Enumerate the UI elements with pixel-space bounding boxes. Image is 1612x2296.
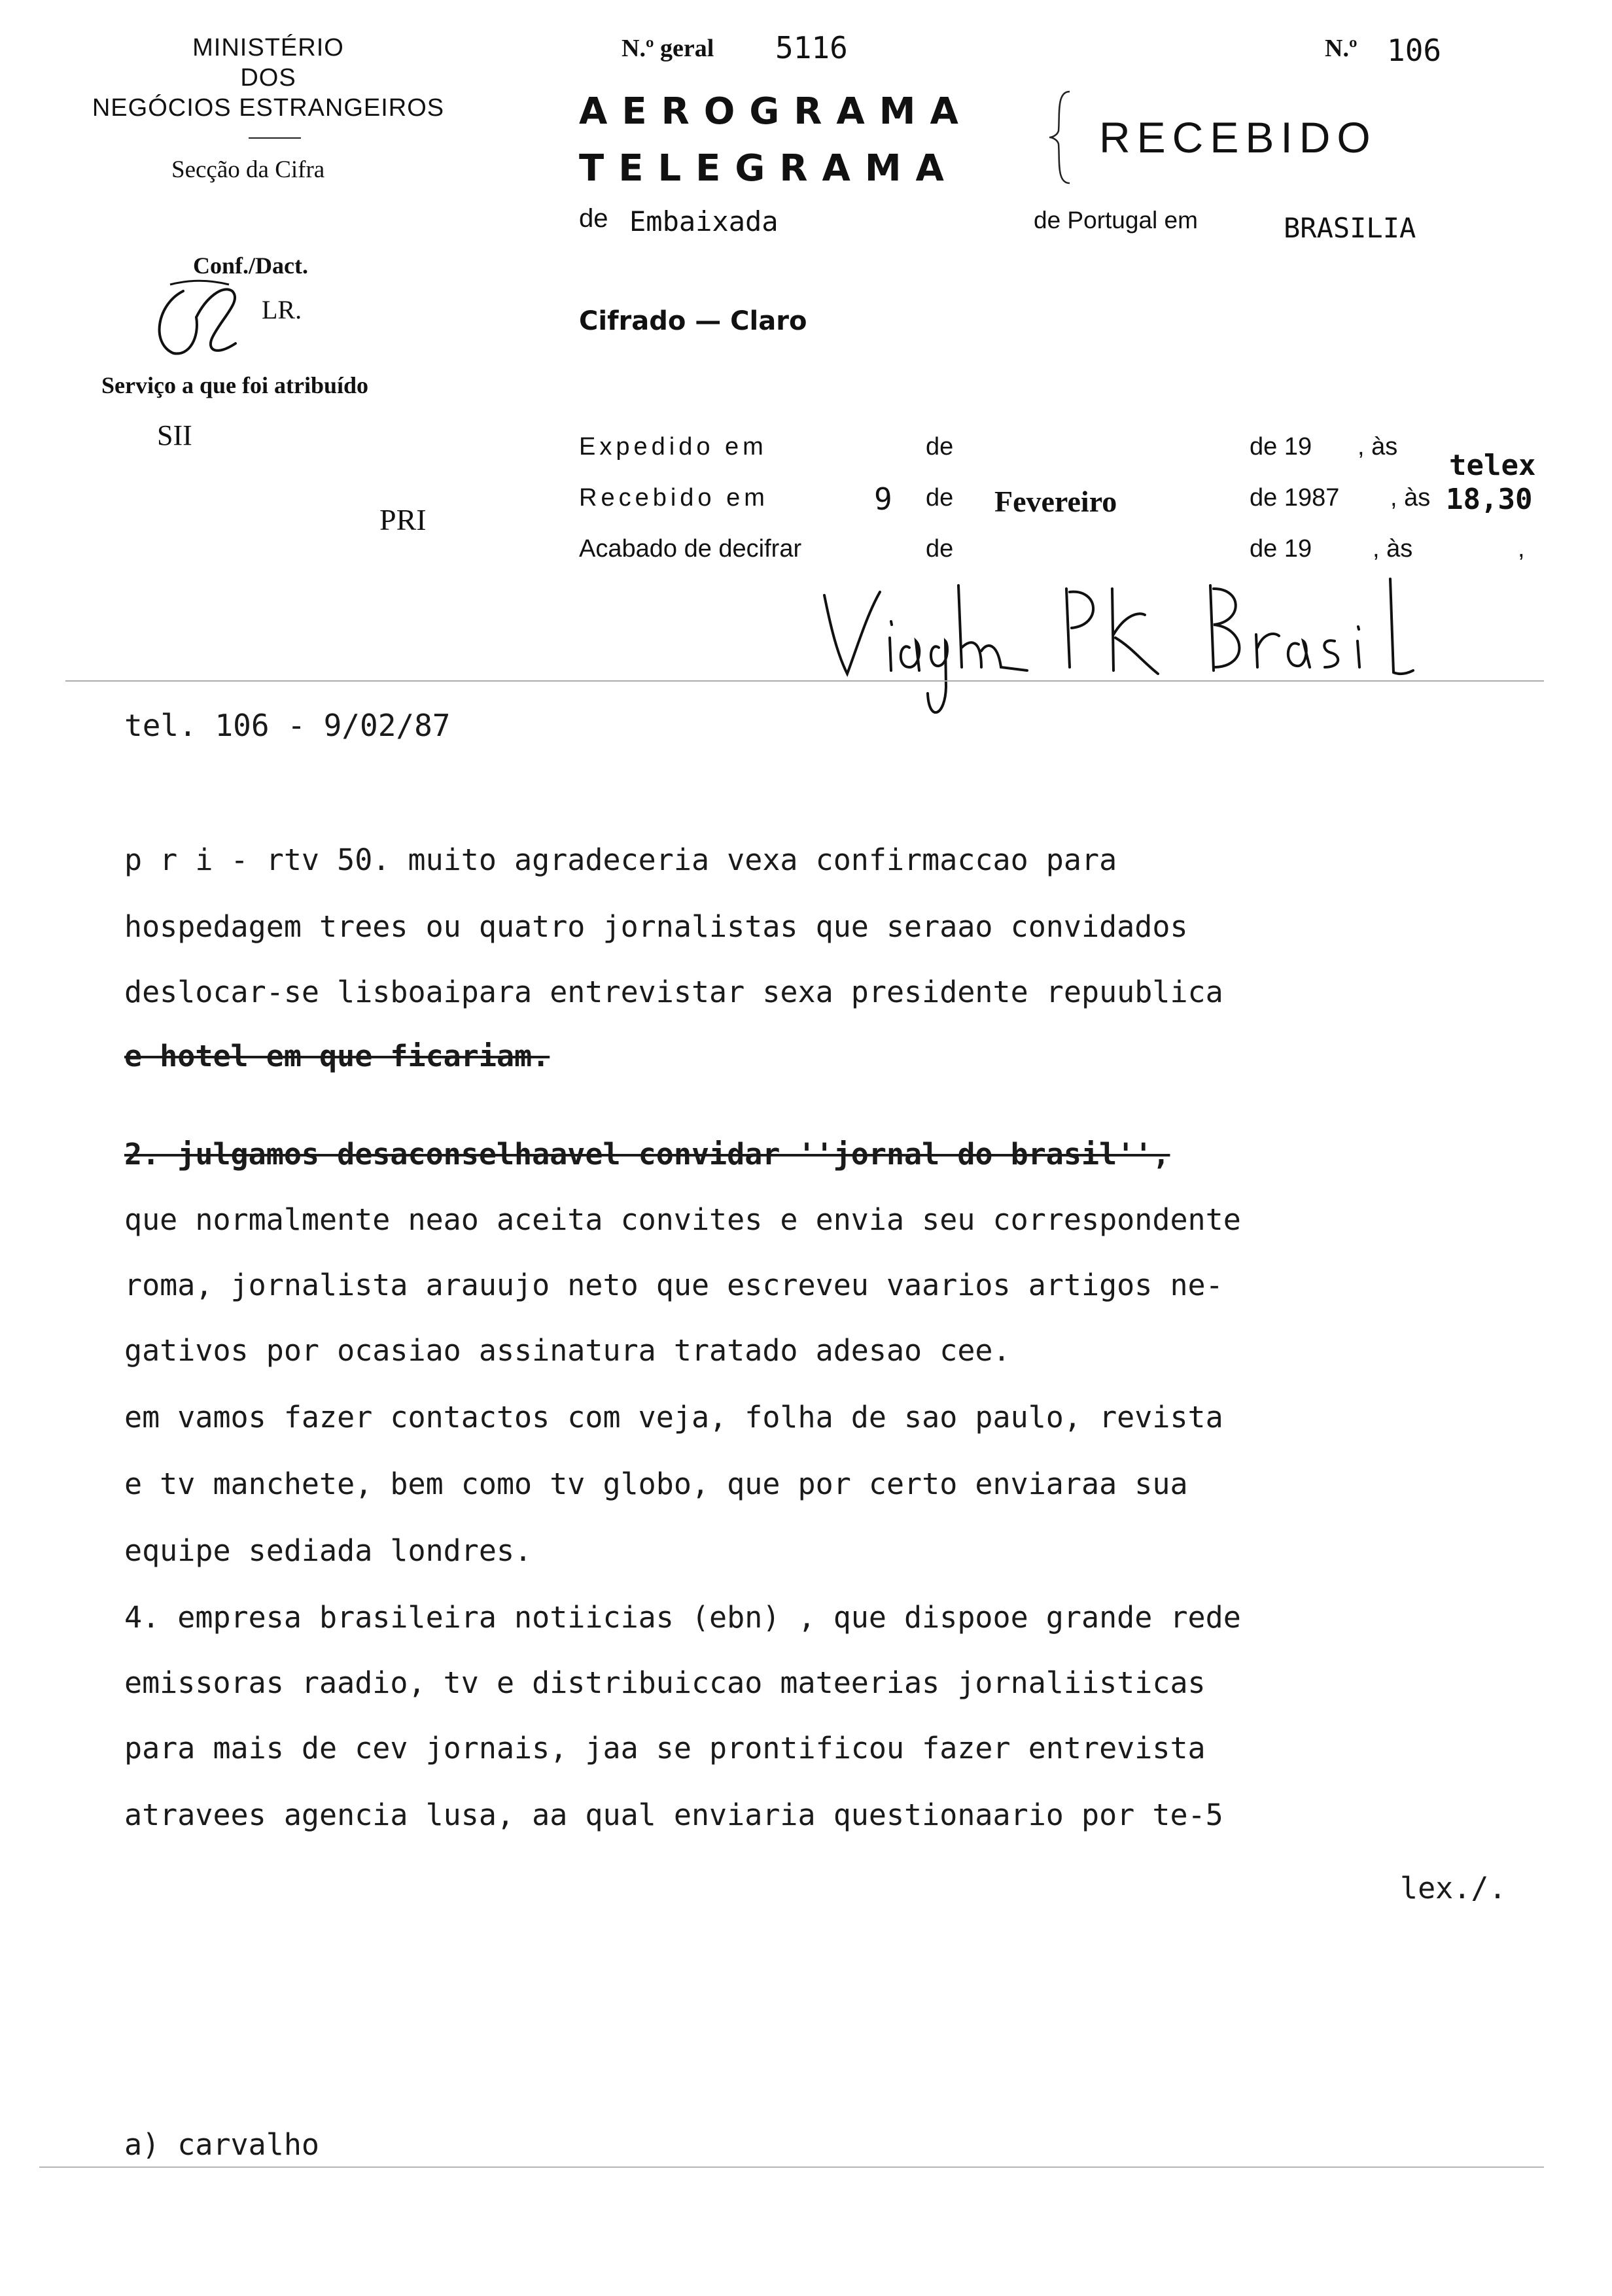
body-line-14: para mais de cev jornais, jaa se prontificou fazer entrevista: [124, 1731, 1206, 1765]
telegram-reference: tel. 106 - 9/02/87: [124, 708, 451, 743]
expedido-label: Expedido em: [579, 433, 767, 461]
acabado-year: de 19: [1250, 535, 1312, 563]
body-line-11: equipe sediada londres.: [124, 1533, 533, 1568]
brace-icon: [1047, 88, 1073, 186]
body-line-7: roma, jornalista arauujo neto que escreveu vaarios artigos ne-: [124, 1268, 1223, 1302]
conf-dact-value: LR.: [262, 295, 302, 324]
from-value: Embaixada: [629, 205, 779, 237]
recebido-month: Fevereiro: [994, 485, 1117, 518]
service-label: Serviço a que foi atribuído: [101, 372, 369, 398]
ministry-line-1: MINISTÉRIO: [192, 34, 344, 61]
ministry-divider: [249, 137, 301, 139]
expedido-de: de: [926, 433, 954, 461]
acabado-as: , às: [1373, 535, 1413, 563]
header-separator: [65, 680, 1544, 682]
body-line-1: p r i - rtv 50. muito agradeceria vexa confirmaccao para: [124, 843, 1117, 877]
telex-note: telex: [1449, 449, 1536, 482]
signature: a) carvalho: [124, 2127, 320, 2162]
conf-dact-label: Conf./Dact.: [193, 252, 308, 279]
expedido-as: , às: [1358, 433, 1398, 461]
ministry-line-3: NEGÓCIOS ESTRANGEIROS: [92, 94, 445, 122]
city: BRASILIA: [1284, 212, 1416, 244]
geral-number-label: N.º geral: [622, 35, 714, 62]
body-line-2: hospedagem trees ou quatro jornalistas que seraao convidados: [124, 909, 1188, 944]
body-line-15: atravees agencia lusa, aa qual enviaria questionaario por te-5: [124, 1798, 1223, 1832]
telegrama-title: TELEGRAMA: [579, 147, 958, 190]
handwritten-note-viagem-pr-brasil: [818, 576, 1426, 733]
recebido-time: 18,30: [1446, 483, 1533, 516]
body-line-3: deslocar-se lisboaipara entrevistar sexa presidente repuublica: [124, 975, 1223, 1009]
acabado-label: Acabado de decifrar: [579, 535, 802, 563]
ministry-line-2: DOS: [240, 64, 296, 92]
message-number-label: N.º: [1325, 35, 1358, 62]
recebido-label: Recebido em: [579, 484, 769, 512]
geral-number: 5116: [775, 30, 848, 65]
from-label: de: [579, 204, 608, 233]
body-line-10: e tv manchete, bem como tv globo, que por certo enviaraa sua: [124, 1467, 1188, 1501]
expedido-year: de 19: [1250, 433, 1312, 461]
section-label: Secção da Cifra: [171, 156, 325, 183]
acabado-comma: ,: [1518, 535, 1525, 563]
body-line-5: 2. julgamos desaconselhaavel convidar ''jornal do brasil'',: [124, 1137, 1170, 1172]
service-value: SII: [157, 419, 192, 451]
body-line-9: em vamos fazer contactos com veja, folha de sao paulo, revista: [124, 1400, 1223, 1435]
status-received: RECEBIDO: [1099, 113, 1377, 162]
recebido-as: , às: [1390, 484, 1431, 512]
footer-separator: [39, 2166, 1544, 2168]
portugal-label: de Portugal em: [1034, 207, 1198, 234]
transmission-mode: Cifrado — Claro: [579, 306, 807, 336]
recebido-year: de 1987: [1250, 484, 1340, 512]
continuation-text: lex./.: [1400, 1871, 1507, 1905]
body-line-6: que normalmente neao aceita convites e envia seu correspondente: [124, 1202, 1241, 1237]
body-line-4: e hotel em que ficariam.: [124, 1039, 550, 1073]
priority-code: PRI: [379, 503, 427, 536]
recebido-de: de: [926, 484, 954, 512]
aerograma-title: AEROGRAMA: [579, 90, 973, 133]
recebido-day: 9: [874, 481, 892, 517]
body-line-8: gativos por ocasiao assinatura tratado adesao cee.: [124, 1333, 1011, 1368]
acabado-de: de: [926, 535, 954, 563]
body-line-13: emissoras raadio, tv e distribuiccao mateerias jornaliisticas: [124, 1665, 1206, 1700]
initials-handwriting: [144, 265, 268, 363]
message-number: 106: [1387, 33, 1442, 68]
body-line-12: 4. empresa brasileira notiicias (ebn) , que dispooe grande rede: [124, 1600, 1241, 1635]
